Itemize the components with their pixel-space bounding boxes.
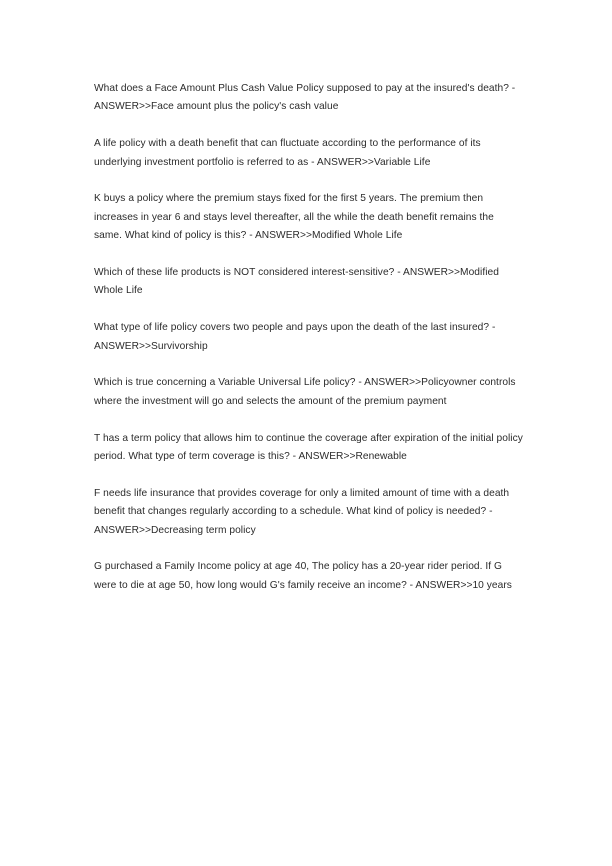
- qa-item-decreasing-term: F needs life insurance that provides coverage for only a limited amount of time with a death benefit that changes regularly according to a schedule. What kind of policy is needed? - ANSWER>>Decreasing term policy: [94, 487, 510, 536]
- qa-item-family-income: G purchased a Family Income policy at age 40, The policy has a 20-year rider period. If G were to die at age 50, how long would G's family receive an income? - ANSWER>>10 years: [94, 561, 512, 591]
- qa-item-survivorship: What type of life policy covers two people and pays upon the death of the last insured? - ANSWER>>Survivorship: [94, 322, 496, 352]
- qa-item-modified-whole-life-premium: K buys a policy where the premium stays fixed for the first 5 years. The premium then increases in year 6 and stays level thereafter, all the while the death benefit remains the same. What kind of policy is this? - ANSWER>>Modified Whole Life: [94, 193, 494, 242]
- qa-item-variable-life: A life policy with a death benefit that can fluctuate according to the performance of its underlying investment portfolio is referred to as - ANSWER>>Variable Life: [94, 138, 481, 168]
- qa-item-interest-sensitive: Which of these life products is NOT considered interest-sensitive? - ANSWER>>Modified Whole Life: [94, 267, 499, 297]
- qa-item-face-amount: What does a Face Amount Plus Cash Value Policy supposed to pay at the insured's death? - ANSWER>>Face amount plus the policy's cash value: [94, 83, 516, 113]
- qa-item-variable-universal-life: Which is true concerning a Variable Universal Life policy? - ANSWER>>Policyowner controls where the investment will go and selects the amount of the premium payment: [94, 377, 516, 407]
- qa-item-renewable-term: T has a term policy that allows him to continue the coverage after expiration of the initial policy period. What type of term coverage is this? - ANSWER>>Renewable: [94, 432, 523, 463]
- qa-list: [94, 80, 524, 614]
